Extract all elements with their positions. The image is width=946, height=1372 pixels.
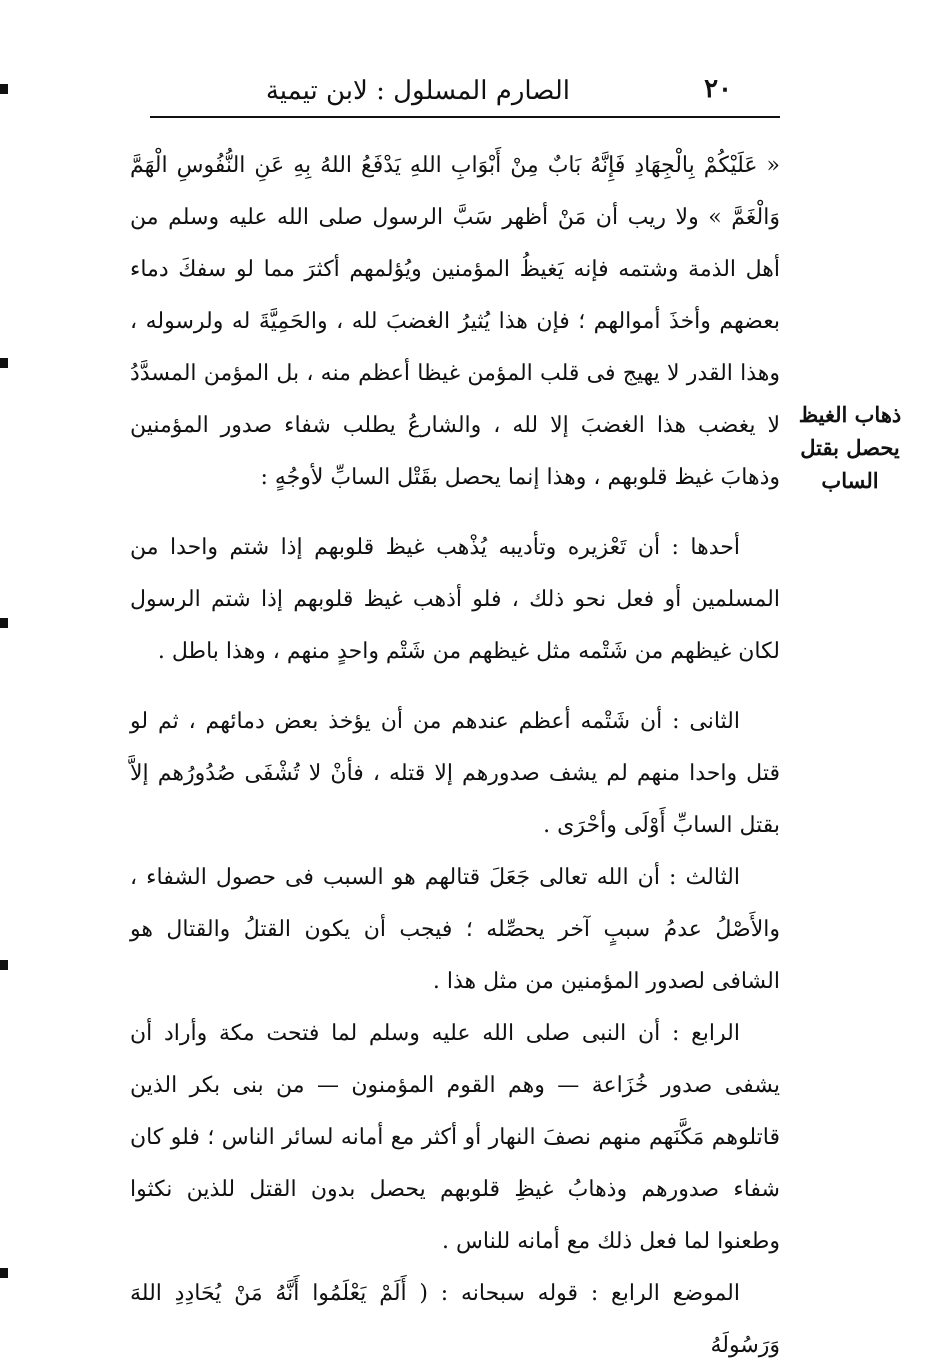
- scan-edge-mark: [0, 618, 8, 628]
- running-title: الصارم المسلول : لابن تيمية: [265, 76, 570, 106]
- paragraph: أحدها : أن تَعْزيره وتأديبه يُذْهب غيظ قلوبهم إذا شتم واحدا من المسلمين أو فعل نحو ذلك ، فلو أذهب غيظ قلوبهم إذا شتم الرسول لكان غيظهم من شَتْمه مثل غيظهم من شَتْم واحدٍ منهم ، وهذا باطل .: [130, 535, 780, 664]
- page-header: [150, 70, 780, 118]
- scan-edge-mark: [0, 960, 8, 970]
- paragraph: الرابع : أن النبى صلى الله عليه وسلم لما فتحت مكة وأراد أن يشفى صدور خُزَاعة — وهم القوم المؤمنون — من بنى بكر الذين قاتلوهم مَكَّنَهم منهم نصفَ النهار أو أكثر مع أمانه لسائر الناس ؛ فلو كان شفاء صدورهم وذهابُ غيظِ قلوبهم يحصل بدون القتل للذين نكثوا وطعنوا لما فعل ذلك مع أمانه للناس .: [130, 1021, 780, 1254]
- paragraph: الموضع الرابع : قوله سبحانه : ( أَلَمْ يَعْلَمُوا أَنَّهُ مَنْ يُحَادِدِ اللهَ وَرَسُولَهُ: [130, 1281, 780, 1358]
- scan-edge-mark: [0, 1268, 8, 1278]
- paragraph: الثالث : أن الله تعالى جَعَلَ قتالهم هو السبب فى حصول الشفاء ، والأَصْلُ عدمُ سببٍ آخر يحصِّله ؛ فيجب أن يكون القتلُ والقتال هو الشافى لصدور المؤمنين من مثل هذا .: [130, 865, 780, 994]
- scan-edge-mark: [0, 84, 8, 94]
- scan-edge-mark: [0, 358, 8, 368]
- paragraph: « عَلَيْكُمْ بِالْجِهَادِ فَإِنَّهُ بَابٌ مِنْ أَبْوَابِ اللهِ يَدْفَعُ اللهُ بِهِ عَنِ النُّفُوسِ الْهَمَّ وَالْغَمَّ » ولا ريب أن مَنْ أظهر سَبَّ الرسول صلى الله عليه وسلم من أهل الذمة وشتمه فإنه يَغيظُ المؤمنين ويُؤلمهم أكثرَ مما لو سفكَ دماء بعضهم وأخذَ أموالهم ؛ فإن هذا يُثيرُ الغضبَ لله ، والحَمِيَّةَ له ولرسوله ، وهذا القدر لا يهيج فى قلب المؤمن غيظا أعظم منه ، بل المؤمن المسدَّدُ لا يغضب هذا الغضبَ إلا لله ، والشارعُ يطلب شفاء صدور المؤمنين وذهابَ غيظ قلوبهم ، وهذا إنما يحصل بقَتْل السابِّ لأوجُهٍ :: [130, 153, 780, 490]
- page-number: ٢٠: [704, 74, 732, 104]
- body-text: [130, 140, 780, 1372]
- margin-note: ذهاب الغيظ يحصل بقتل الساب: [798, 402, 902, 493]
- paragraph: الثانى : أن شَتْمه أعظم عندهم من أن يؤخذ بعض دمائهم ، ثم لو قتل واحدا منهم لم يشف صدورهم إلا قتله ، فأنْ لا تُشْفَى صُدُورُهم إلاَّ بقتل السابِّ أَوْلَى وأحْرَى .: [130, 709, 780, 838]
